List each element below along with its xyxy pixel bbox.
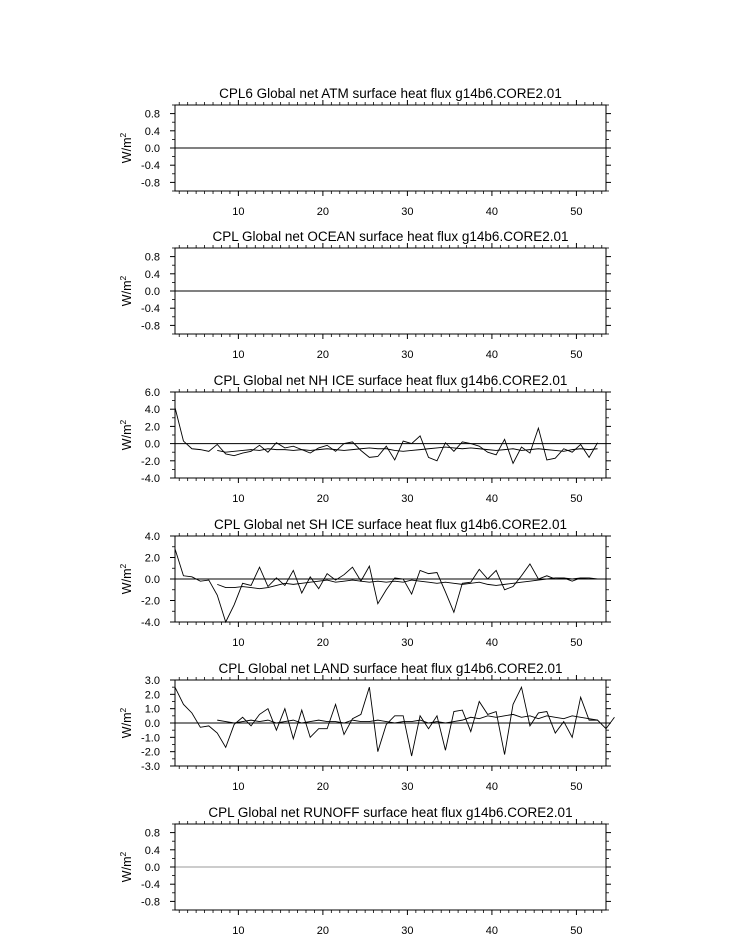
y-tick-label: 2.0 bbox=[144, 421, 160, 434]
x-tick-label: 10 bbox=[232, 206, 245, 218]
y-tick-label: 3.0 bbox=[144, 675, 160, 687]
y-axis-label-unit: W/m bbox=[120, 712, 134, 739]
x-tick-label: 20 bbox=[316, 925, 330, 937]
x-tick-label: 10 bbox=[232, 493, 245, 505]
x-tick-label: 40 bbox=[485, 637, 499, 649]
x-tick-label: 30 bbox=[401, 206, 414, 218]
series-line-1 bbox=[175, 549, 598, 622]
plot-frame bbox=[175, 392, 606, 478]
x-tick-label: 40 bbox=[485, 206, 499, 218]
x-tick-label: 50 bbox=[570, 781, 583, 793]
x-tick-label: 20 bbox=[316, 206, 330, 218]
y-axis-label bbox=[118, 708, 134, 739]
y-axis-label-exponent: 2 bbox=[118, 275, 128, 281]
y-tick-label: -0.8 bbox=[141, 177, 160, 190]
chart-title: CPL Global net RUNOFF surface heat flux g14b6.CORE2.01 bbox=[208, 805, 573, 820]
y-tick-label: 2.0 bbox=[144, 552, 160, 565]
x-tick-label: 20 bbox=[316, 493, 330, 505]
chart-panel-6 bbox=[118, 805, 611, 937]
y-axis-label-exponent: 2 bbox=[118, 851, 128, 857]
y-tick-label: 4.0 bbox=[144, 531, 160, 543]
x-tick-label: 50 bbox=[570, 493, 583, 505]
x-tick-label: 30 bbox=[401, 349, 414, 361]
y-axis-label bbox=[118, 276, 134, 307]
y-axis-label bbox=[118, 133, 134, 164]
y-axis-label bbox=[118, 564, 134, 595]
y-tick-label: -0.8 bbox=[141, 320, 160, 333]
y-axis-label-exponent: 2 bbox=[118, 563, 128, 569]
y-axis-label-unit: W/m bbox=[120, 568, 134, 595]
y-axis-label-unit: W/m bbox=[120, 424, 134, 451]
y-tick-label: -0.8 bbox=[141, 896, 160, 909]
y-tick-label: -0.4 bbox=[141, 879, 160, 892]
x-tick-label: 30 bbox=[401, 925, 414, 937]
y-tick-label: -3.0 bbox=[141, 761, 160, 773]
x-tick-label: 30 bbox=[401, 781, 414, 793]
x-tick-label: 40 bbox=[485, 925, 499, 937]
x-tick-label: 10 bbox=[232, 637, 245, 649]
y-axis-label bbox=[118, 420, 134, 451]
y-tick-label: 0.8 bbox=[144, 108, 160, 121]
x-tick-label: 30 bbox=[401, 493, 414, 505]
y-tick-label: 0.0 bbox=[144, 438, 160, 451]
y-tick-label: -0.4 bbox=[141, 303, 160, 316]
y-axis-label-unit: W/m bbox=[120, 280, 134, 307]
y-tick-label: 4.0 bbox=[144, 404, 160, 417]
chart-panel-5 bbox=[118, 661, 614, 793]
x-tick-label: 40 bbox=[485, 781, 499, 793]
y-tick-label: -4.0 bbox=[141, 617, 160, 629]
x-tick-label: 10 bbox=[232, 925, 245, 937]
x-tick-label: 50 bbox=[570, 925, 583, 937]
x-tick-label: 10 bbox=[232, 349, 245, 361]
series-line-2 bbox=[217, 714, 597, 723]
y-tick-label: -1.0 bbox=[141, 732, 160, 745]
y-tick-label: 0.0 bbox=[144, 143, 160, 155]
y-axis-label-unit: W/m bbox=[120, 856, 134, 883]
y-tick-label: 0.4 bbox=[144, 268, 160, 281]
y-tick-label: 0.4 bbox=[144, 125, 160, 138]
x-tick-label: 50 bbox=[570, 637, 583, 649]
y-axis-label-exponent: 2 bbox=[118, 132, 128, 138]
y-tick-label: 0.8 bbox=[144, 827, 160, 840]
y-tick-label: 6.0 bbox=[144, 387, 160, 399]
chart-panel-2 bbox=[118, 229, 611, 361]
chart-title: CPL Global net NH ICE surface heat flux g14b6.CORE2.01 bbox=[213, 373, 568, 388]
y-tick-label: 1.0 bbox=[144, 703, 160, 716]
chart-title: CPL Global net OCEAN surface heat flux g14b6.CORE2.01 bbox=[212, 229, 569, 244]
x-tick-label: 20 bbox=[316, 637, 330, 649]
x-tick-label: 50 bbox=[570, 349, 583, 361]
y-tick-label: 0.4 bbox=[144, 844, 160, 857]
y-tick-label: -2.0 bbox=[141, 455, 160, 468]
y-tick-label: -4.0 bbox=[141, 473, 160, 485]
y-axis-label-exponent: 2 bbox=[118, 707, 128, 713]
chart-title: CPL Global net LAND surface heat flux g14b6.CORE2.01 bbox=[218, 661, 563, 676]
y-tick-label: 0.0 bbox=[144, 862, 160, 874]
series-line-1 bbox=[175, 407, 598, 463]
chart-panel-1 bbox=[118, 86, 611, 218]
y-tick-label: 0.0 bbox=[144, 718, 160, 730]
x-tick-label: 50 bbox=[570, 206, 583, 218]
chart-title: CPL Global net SH ICE surface heat flux g14b6.CORE2.01 bbox=[214, 517, 567, 532]
y-tick-label: 0.0 bbox=[144, 574, 160, 586]
series-line-2 bbox=[217, 447, 597, 452]
x-tick-label: 20 bbox=[316, 781, 330, 793]
y-tick-label: 0.0 bbox=[144, 286, 160, 298]
x-tick-label: 20 bbox=[316, 349, 330, 361]
y-tick-label: 2.0 bbox=[144, 689, 160, 702]
y-tick-label: -0.4 bbox=[141, 160, 160, 173]
chart-panel-3 bbox=[118, 373, 611, 505]
x-tick-label: 10 bbox=[232, 781, 245, 793]
y-tick-label: 0.8 bbox=[144, 251, 160, 264]
y-axis-label-unit: W/m bbox=[120, 137, 134, 164]
chart-panel-4 bbox=[118, 517, 611, 649]
y-tick-label: -2.0 bbox=[141, 595, 160, 608]
x-tick-label: 40 bbox=[485, 493, 499, 505]
chart-title: CPL6 Global net ATM surface heat flux g14b6.CORE2.01 bbox=[219, 86, 562, 101]
y-axis-label bbox=[118, 852, 134, 883]
y-tick-label: -2.0 bbox=[141, 746, 160, 759]
y-axis-label-exponent: 2 bbox=[118, 419, 128, 425]
x-tick-label: 40 bbox=[485, 349, 499, 361]
x-tick-label: 30 bbox=[401, 637, 414, 649]
